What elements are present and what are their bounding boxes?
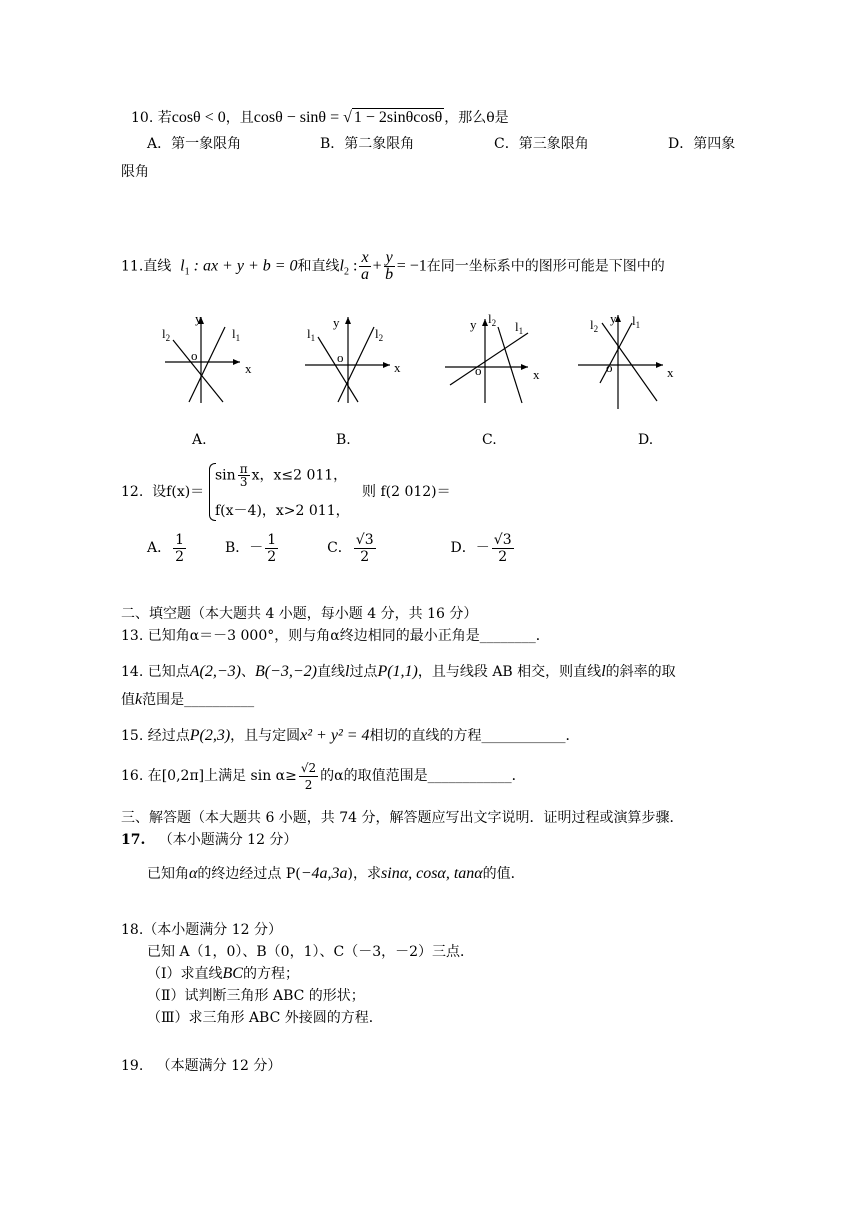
q12-then: 则 f(2 012)＝ (362, 484, 451, 500)
q11-label-d: D. (638, 432, 654, 448)
q11-graphs (0, 305, 860, 425)
q11-label-b: B. (336, 432, 351, 448)
q18-part2: （Ⅱ）试判断三角形 ABC 的形状； (147, 988, 365, 1004)
graph-d-origin-label: o (606, 360, 613, 375)
q18-head: 18.（本小题满分 12 分） (121, 922, 282, 938)
q11-stem: 11.直线 $l_1$ : ax + y + b = 0和直线$l_2$ : $\frac{x}{a}$ + $\frac{y}{b}$ = −1在同一坐标系中的图形可能是下图中的 (121, 249, 665, 283)
q17-body: 已知角α的终边经过点 P(−4a,3a)，求sinα, cosα, tanα的值． (147, 865, 525, 882)
q10-stem: 10. 若cosθ < 0，且cosθ − sinθ = √ 1 − 2sinθcosθ ，那么θ是 (131, 109, 509, 126)
graph-c-l2-label: $l_2$ (488, 311, 497, 328)
q10-option-d: D．第四象 (668, 136, 736, 152)
q12-options: A． $\frac{1}{2}$ B．－ $\frac{1}{2}$ C． $\frac{√3}{2}$ D．－ $\frac{√3}{2}$ (147, 531, 512, 565)
q10-option-c: C．第三象限角 (494, 136, 589, 152)
q10-option-b: B．第二象限角 (320, 136, 415, 152)
q12-case2: f(x－4)，x>2 011， (215, 503, 350, 519)
q18-part1: （Ⅰ）求直线BC的方程； (147, 965, 299, 982)
graph-c-origin-label: o (475, 363, 482, 378)
q12-num: 12. 设f(x)＝ (121, 484, 205, 500)
graph-a-x-label: x (245, 361, 252, 376)
graph-b-x-label: x (394, 360, 401, 375)
q16: 16. 在[0,2π]上满足 sin α≥ $\frac{√2}{2}$ 的α的取值范围是____________． (121, 760, 526, 792)
q14-line2: 值k范围是__________ (121, 691, 255, 708)
q15: 15. 经过点P(2,3)，且与定圆x² + y² = 4相切的直线的方程____________． (121, 727, 580, 744)
graph-b-y-label: y (333, 315, 340, 330)
q18-given: 已知 A（1，0）、B（0，1）、C（－3，－2）三点． (147, 944, 475, 960)
section-2-heading: 二、填空题（本大题共 4 小题，每小题 4 分，共 16 分） (121, 606, 478, 622)
graph-a-y-label: y (195, 311, 202, 326)
q11-label-c: C. (482, 432, 497, 448)
graph-b-l1-label: $l_1$ (307, 326, 316, 343)
q14-line1: 14. 已知点A(2,−3)、B(−3,−2)直线l过点P(1,1)，且与线段 AB 相交，则直线l的斜率的取 (121, 663, 676, 680)
graph-d-x-label: x (667, 365, 674, 380)
q11-label-a: A. (192, 432, 207, 448)
q17-head: 17. （本小题满分 12 分） (121, 832, 298, 848)
graph-a-l2-label: $l_2$ (162, 326, 171, 343)
graph-c-y-label: y (470, 317, 477, 332)
q13: 13. 已知角α＝－3 000°，则与角α终边相同的最小正角是________． (121, 628, 550, 644)
graph-b-origin-label: o (337, 350, 344, 365)
graph-d-y-label: y (610, 311, 617, 326)
graph-c-l1-label: $l_1$ (515, 319, 524, 336)
q10-option-d-cont: 限角 (121, 164, 149, 180)
graph-c-x-label: x (533, 367, 540, 382)
graph-a-l1-label: $l_1$ (232, 326, 241, 343)
graph-d-l1-label: $l_1$ (632, 313, 641, 330)
q18-part3: （Ⅲ）求三角形 ABC 外接圆的方程． (147, 1010, 383, 1026)
graph-b-l2-label: $l_2$ (375, 326, 384, 343)
q10-option-a: A．第一象限角 (147, 136, 242, 152)
q19-head: 19. （本题满分 12 分） (121, 1058, 282, 1074)
graph-a-origin-label: o (191, 348, 198, 363)
graph-d-l2-label: $l_2$ (590, 317, 599, 334)
section-3-heading: 三、解答题（本大题共 6 小题，共 74 分，解答题应写出文字说明．证明过程或演算步骤． (121, 810, 684, 826)
q12-case1: sin $\frac{\pi}{3}$ x，x≤2 011， (215, 462, 348, 489)
